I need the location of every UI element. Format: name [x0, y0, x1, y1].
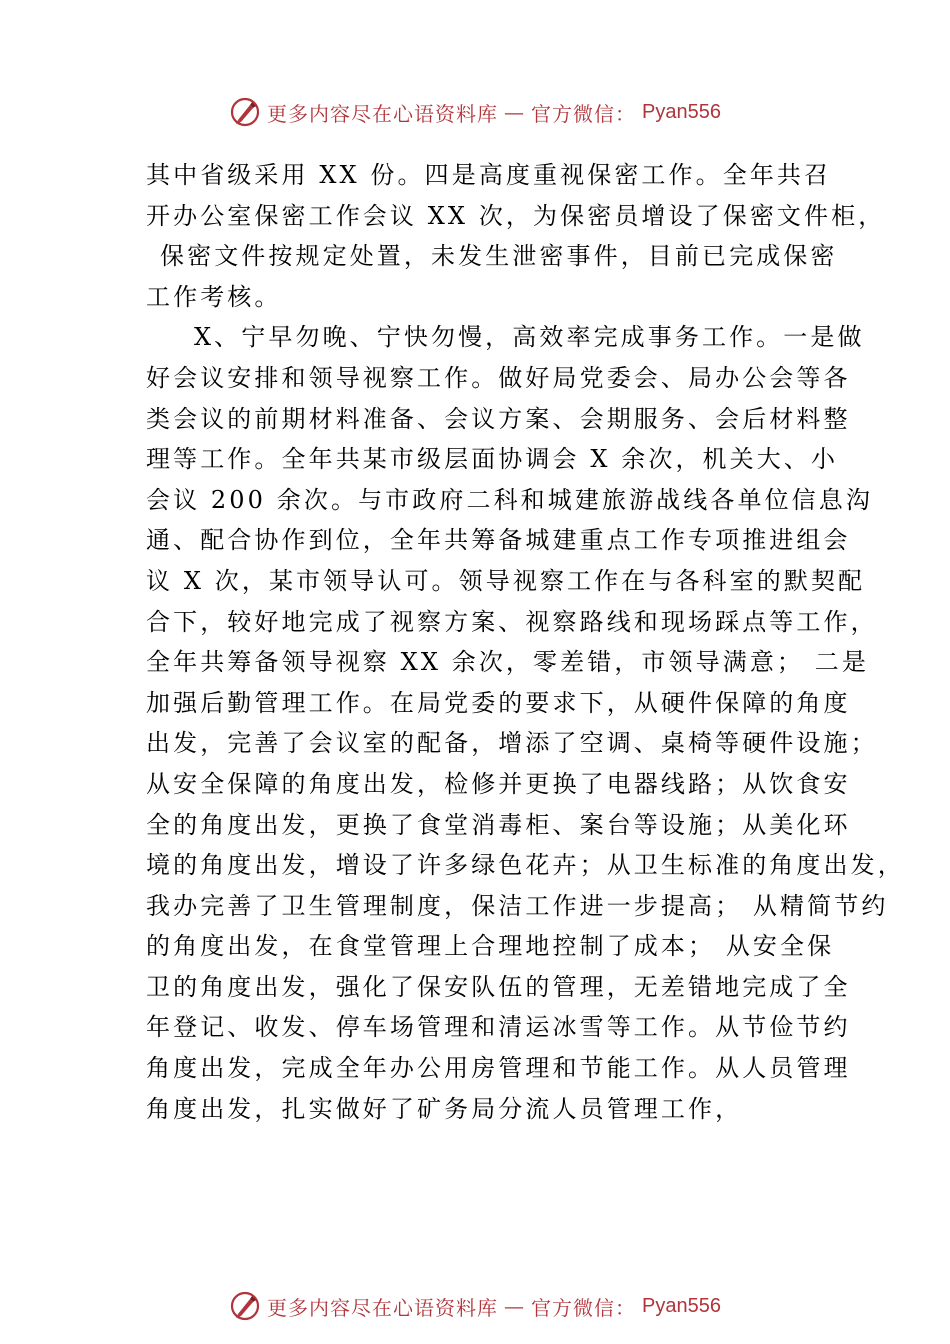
text-line: 通、配合协作到位，全年共筹备城建重点工作专项推进组会 [146, 526, 851, 555]
text-line: 类会议的前期材料准备、会议方案、会期服务、会后材料整 [146, 404, 851, 433]
watermark-separator: — [504, 100, 526, 124]
header-watermark [0, 96, 950, 128]
text-line: 其中省级采用 XX 份。四是高度重视保密工作。全年共召 [146, 161, 832, 189]
text-line: 出发，完善了会议室的配备，增添了空调、桌椅等硬件设施； [146, 729, 878, 758]
text-line: X、宁早勿晚、宁快勿慢，高效率完成事务工作。一是做 [194, 323, 865, 352]
text-line: 的角度出发，在食堂管理上合理地控制了成本； 从安全保 [146, 932, 835, 961]
text-line: 全年共筹备领导视察 XX 余次，零差错，市领导满意； 二是 [146, 648, 869, 677]
watermark-site-text: 更多内容尽在心语资料库 [267, 1295, 499, 1320]
text-line: 从安全保障的角度出发，检修并更换了电器线路；从饮食安 [146, 769, 851, 798]
watermark-wechat-id: Pyan556 [642, 100, 721, 123]
text-line: 会议 200 余次。与市政府二科和城建旅游战线各单位信息沟 [146, 485, 873, 514]
text-line: 议 X 次，某市领导认可。领导视察工作在与各科室的默契配 [146, 566, 866, 595]
text-line: 工作考核。 [146, 282, 282, 311]
text-line: 保密文件按规定处置，未发生泄密事件，目前已完成保密 [160, 242, 838, 271]
watermark-channel-text: 官方微信： [531, 1295, 637, 1320]
text-line: 合下，较好地完成了视察方案、视察路线和现场踩点等工作， [146, 607, 878, 636]
text-line: 境的角度出发，增设了许多绿色花卉；从卫生标准的角度出发， [146, 851, 905, 880]
text-line: 理等工作。全年共某市级层面协调会 X 余次，机关大、小 [146, 445, 839, 474]
text-line: 我办完善了卫生管理制度，保洁工作进一步提高； 从精简节约 [146, 891, 889, 920]
text-line: 角度出发，扎实做好了矿务局分流人员管理工作， [146, 1094, 743, 1123]
pen-logo-icon [229, 96, 261, 128]
document-body [146, 155, 905, 1129]
watermark-wechat-id: Pyan556 [642, 1294, 721, 1317]
watermark-separator: — [504, 1294, 526, 1318]
text-line: 角度出发，完成全年办公用房管理和节能工作。从人员管理 [146, 1054, 851, 1083]
watermark-channel-text: 官方微信： [531, 101, 637, 126]
watermark-site-text: 更多内容尽在心语资料库 [267, 101, 499, 126]
pen-logo-icon [229, 1290, 261, 1322]
text-line: 年登记、收发、停车场管理和清运冰雪等工作。从节俭节约 [146, 1013, 851, 1042]
text-line: 全的角度出发，更换了食堂消毒柜、案台等设施；从美化环 [146, 810, 851, 839]
text-line: 卫的角度出发，强化了保安队伍的管理，无差错地完成了全 [146, 972, 851, 1001]
footer-watermark [0, 1290, 950, 1322]
text-line: 加强后勤管理工作。在局党委的要求下，从硬件保障的角度 [146, 688, 851, 717]
text-line: 开办公室保密工作会议 XX 次，为保密员增设了保密文件柜， [146, 201, 886, 230]
text-line: 好会议安排和领导视察工作。做好局党委会、局办公会等各 [146, 363, 851, 392]
